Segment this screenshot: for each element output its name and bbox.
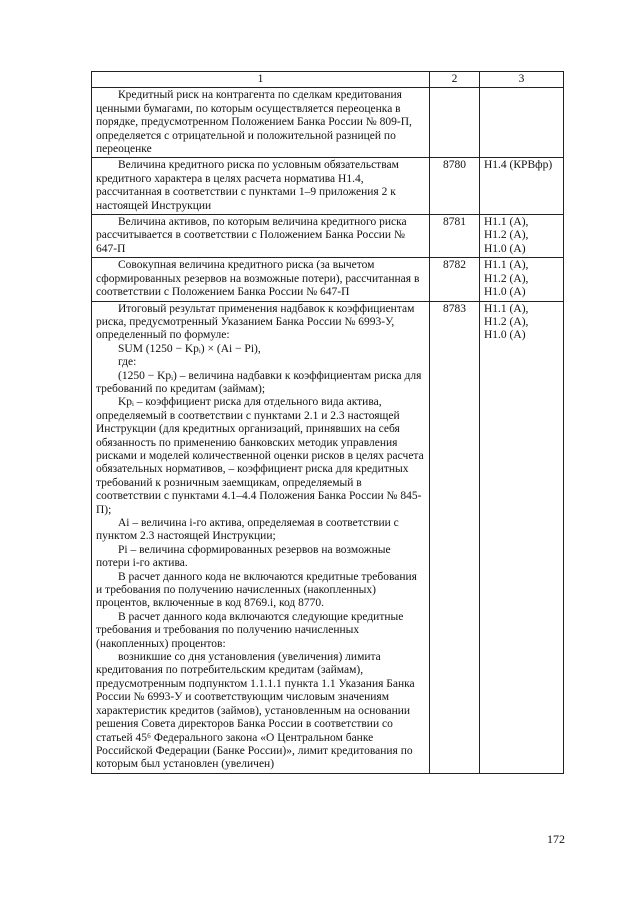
table-row — [92, 258, 564, 301]
page-number: 172 — [547, 832, 565, 846]
row-norms — [480, 215, 564, 258]
formula: SUM (1250 − Kpᵢ) × (Ai − Pi), — [118, 342, 261, 355]
paragraph: Итоговый результат применения надбавок к коэффициентам риска, предусмотренный Указанием Банка России № 6993-У, определенный по формуле: — [96, 302, 415, 342]
row-norms — [480, 88, 564, 158]
row-norms — [480, 258, 564, 301]
row-description: Кредитный риск на контрагента по сделкам кредитования ценными бумагами, по которым осуществляется переоценка в порядке, предусмотренном Положением Банка России № 809-П, определяется с отрицательной и положительной разницей по переоценке — [92, 88, 430, 158]
paragraph: возникшие со дня установления (увеличения) лимита кредитования по потребительским кредитам (займам), предусмотренным подпунктом 1.1.1.1 пункта 1.1 Указания Банка России № 6993-У и соответствующим числовым значениям характеристик кредитов (займов), установленным на основании решения Совета директоров Банка России в соответствии со статьей 45⁶ Федерального закона «О Центральном банке Российской Федерации (Банке России)», лимит кредитования по которым был установлен (увеличен) — [96, 651, 415, 771]
paragraph: В расчет данного кода включаются следующие кредитные требования и требования по получению начисленных (накопленных) процентов: — [96, 610, 404, 650]
table-row — [92, 158, 564, 215]
norm-item: Н1.0 (А) — [484, 329, 526, 342]
row-description: Совокупная величина кредитного риска (за вычетом сформированных резервов на возможные потери), рассчитанная в соответствии с Положением Банка России № 647-П — [92, 258, 430, 301]
row-code: 8783 — [430, 301, 480, 773]
column-header: 1 — [92, 72, 430, 88]
norm-item: Н1.1 (А), — [484, 302, 529, 315]
row-code — [430, 88, 480, 158]
norm-item: Н1.2 (А), — [484, 229, 529, 242]
column-header: 3 — [480, 72, 564, 88]
norm-item: Н1.1 (А), — [484, 216, 529, 229]
regulation-table — [91, 71, 564, 774]
norm-item: Н1.0 (А) — [484, 242, 526, 255]
row-code: 8781 — [430, 215, 480, 258]
row-description: Величина активов, по которым величина кредитного риска рассчитывается в соответствии с Положением Банка России № 647-П — [92, 215, 430, 258]
row-norms — [480, 158, 564, 215]
paragraph: (1250 − Kpᵢ) – величина надбавки к коэффициентам риска для требований по кредитам (займам); — [96, 369, 422, 395]
table-header-row — [92, 72, 564, 88]
row-code: 8780 — [430, 158, 480, 215]
row-code: 8782 — [430, 258, 480, 301]
norm-item: Н1.2 (А), — [484, 272, 529, 285]
row-norms — [480, 301, 564, 773]
norm-item: Н1.0 (А) — [484, 286, 526, 299]
paragraph: Ai – величина i-го актива, определяемая в соответствии с пунктом 2.3 настоящей Инструкции; — [96, 517, 399, 543]
row-description: Величина кредитного риска по условным обязательствам кредитного характера в целях расчета норматива Н1.4, рассчитанная в соответствии с пунктами 1–9 приложения 2 к настоящей Инструкции — [92, 158, 430, 215]
norm-item: Н1.4 (КРВфр) — [484, 159, 553, 172]
table-row — [92, 301, 564, 773]
paragraph: В расчет данного кода не включаются кредитные требования и требования по получению начисленных (накопленных) процентов, включенные в код 8769.i, код 8770. — [96, 570, 417, 610]
row-description — [92, 301, 430, 773]
paragraph: Kpᵢ – коэффициент риска для отдельного вида актива, определяемый в соответствии с пунктами 2.1 и 2.3 настоящей Инструкции (для кредитных организаций, принявших на себя обязанность по применению банковских методик управления рисками и моделей количественной оценки рисков в целях расчета обязательных нормативов, – коэффициент риска для кредитных требований к розничным заемщикам, определяемый в соответствии с пунктами 4.1–4.4 Положения Банка России № 845-П); — [96, 396, 424, 516]
column-header: 2 — [430, 72, 480, 88]
paragraph: где: — [118, 356, 137, 369]
norm-item: Н1.2 (А), — [484, 315, 529, 328]
table-row — [92, 215, 564, 258]
paragraph: Pi – величина сформированных резервов на возможные потери i-го актива. — [96, 543, 391, 570]
table-row — [92, 88, 564, 158]
norm-item: Н1.1 (А), — [484, 259, 529, 272]
